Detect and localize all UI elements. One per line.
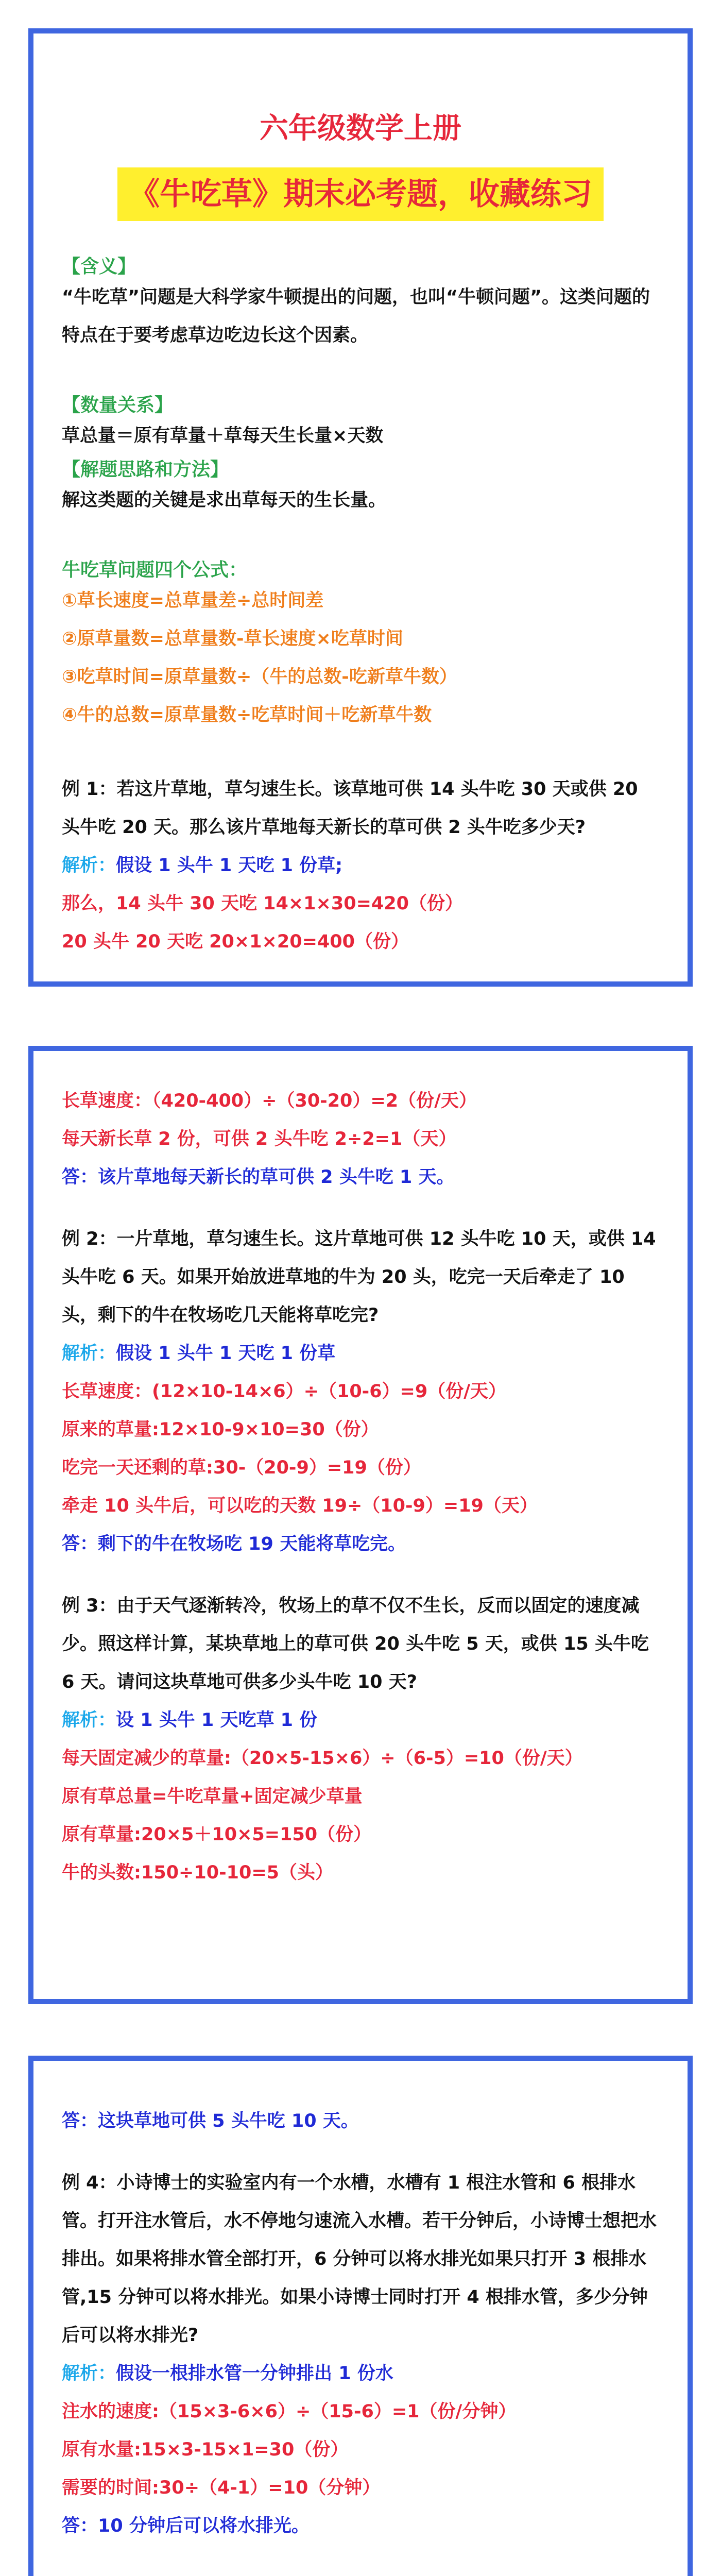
example-3-step: 每天固定减少的草量:（20×5-15×6）÷（6-5）=10（份/天）	[62, 1748, 583, 1769]
card-examples-1-3	[28, 1046, 693, 2004]
example-2-step: 假设 1 头牛 1 天吃 1 份草	[116, 1343, 336, 1364]
formula-item: ②原草量数=总草量数-草长速度×吃草时间	[62, 629, 403, 649]
meaning-heading: 【含义】	[62, 256, 136, 277]
card-intro	[28, 28, 693, 987]
example-2-step: 长草速度：(12×10-14×6）÷（10-6）=9（份/天）	[62, 1381, 507, 1402]
example-2-step: 吃完一天还剩的草:30-（20-9）=19（份）	[62, 1458, 421, 1478]
example-3-step: 设 1 头牛 1 天吃草 1 份	[116, 1710, 318, 1731]
example-1-text: 例 1：若这片草地，草匀速生长。该草地可供 14 头牛吃 30 天或供 20 头牛吃 20 天。那么该片草地每天新长的草可供 2 头牛吃多少天?	[62, 779, 638, 838]
formula-heading: 牛吃草问题四个公式：	[62, 560, 248, 581]
example-5-text	[62, 2569, 659, 2576]
analysis-label: 解析：	[62, 1343, 116, 1364]
example-3-step: 原有草总量=牛吃草量+固定减少草量	[62, 1786, 363, 1807]
example-1-step: 长草速度：（420-400）÷（30-20）=2（份/天）	[62, 1091, 477, 1111]
example-4-step: 注水的速度:（15×3-6×6）÷（15-6）=1（份/分钟）	[62, 2401, 517, 2422]
analysis-label: 解析：	[62, 1710, 116, 1731]
example-3-text: 例 3：由于天气逐渐转冷，牧场上的草不仅不生长，反而以固定的速度减少。照这样计算，某块草地上的草可供 20 头牛吃 5 天，或供 15 头牛吃 6 天。请问这块草地可供多少头牛吃 10 天?	[62, 1596, 649, 1692]
example-2-text: 例 2：一片草地，草匀速生长。这片草地可供 12 头牛吃 10 天，或供 14 头牛吃 6 天。如果开始放进草地的牛为 20 头，吃完一天后牵走了 10 头，剩下的牛在牧场吃几天能将草吃完?	[62, 1229, 656, 1326]
card-examples-4-5	[28, 2056, 693, 2576]
analysis-label: 解析：	[62, 2363, 116, 2384]
example-1-step: 假设 1 头牛 1 天吃 1 份草;	[116, 855, 343, 876]
example-1-step: 那么，14 头牛 30 天吃 14×1×30=420（份）	[62, 893, 463, 914]
example-3-step: 牛的头数:150÷10-10=5（头）	[62, 1862, 334, 1883]
example-4-step: 需要的时间:30÷（4-1）=10（分钟）	[62, 2478, 381, 2498]
relation-heading: 【数量关系】	[62, 395, 174, 416]
example-1-answer: 答：该片草地每天新长的草可供 2 头牛吃 1 天。	[62, 1167, 455, 1188]
example-2-step: 原来的草量:12×10-9×10=30（份）	[62, 1419, 379, 1440]
relation-text: 草总量＝原有草量＋草每天生长量×天数	[62, 426, 384, 446]
method-text: 解这类题的关键是求出草每天的生长量。	[62, 490, 387, 511]
example-4-answer: 答：10 分钟后可以将水排光。	[62, 2516, 310, 2536]
example-4-step: 原有水量:15×3-15×1=30（份）	[62, 2439, 349, 2460]
formula-item: ③吃草时间=原草量数÷（牛的总数-吃新草牛数）	[62, 667, 457, 687]
example-3-answer: 答：这块草地可供 5 头牛吃 10 天。	[62, 2111, 359, 2131]
example-3-step: 原有草量:20×5＋10×5=150（份）	[62, 1824, 372, 1845]
method-heading: 【解题思路和方法】	[62, 459, 229, 480]
example-2-step: 牵走 10 头牛后，可以吃的天数 19÷（10-9）=19（天）	[62, 1496, 538, 1516]
meaning-text: “牛吃草”问题是大科学家牛顿提出的问题，也叫“牛顿问题”。这类问题的特点在于要考虑草边吃边长这个因素。	[62, 287, 650, 346]
formula-item: ④牛的总数=原草量数÷吃草时间＋吃新草牛数	[62, 705, 432, 725]
example-4-text: 例 4：小诗博士的实验室内有一个水槽，水槽有 1 根注水管和 6 根排水管。打开注水管后，水不停地匀速流入水槽。若干分钟后，小诗博士想把水排出。如果将排水管全部打开，6 分钟可以将水排光如果只打开 3 根排水管,15 分钟可以将水排光。如果小诗博士同时打开 4 根排水管，多少分钟后可以将水排光?	[62, 2173, 657, 2346]
page-title: 六年级数学上册	[260, 112, 461, 145]
example-1-step: 20 头牛 20 天吃 20×1×20=400（份）	[62, 931, 409, 952]
example-1-step: 每天新长草 2 份，可供 2 头牛吃 2÷2=1（天）	[62, 1129, 457, 1149]
formula-item: ①草长速度=总草量差÷总时间差	[62, 590, 324, 611]
example-2-answer: 答：剩下的牛在牧场吃 19 天能将草吃完。	[62, 1534, 406, 1554]
page-subtitle: 《牛吃草》期末必考题，收藏练习	[117, 167, 604, 221]
example-4-step: 假设一根排水管一分钟排出 1 份水	[116, 2363, 393, 2384]
analysis-label: 解析：	[62, 855, 116, 876]
